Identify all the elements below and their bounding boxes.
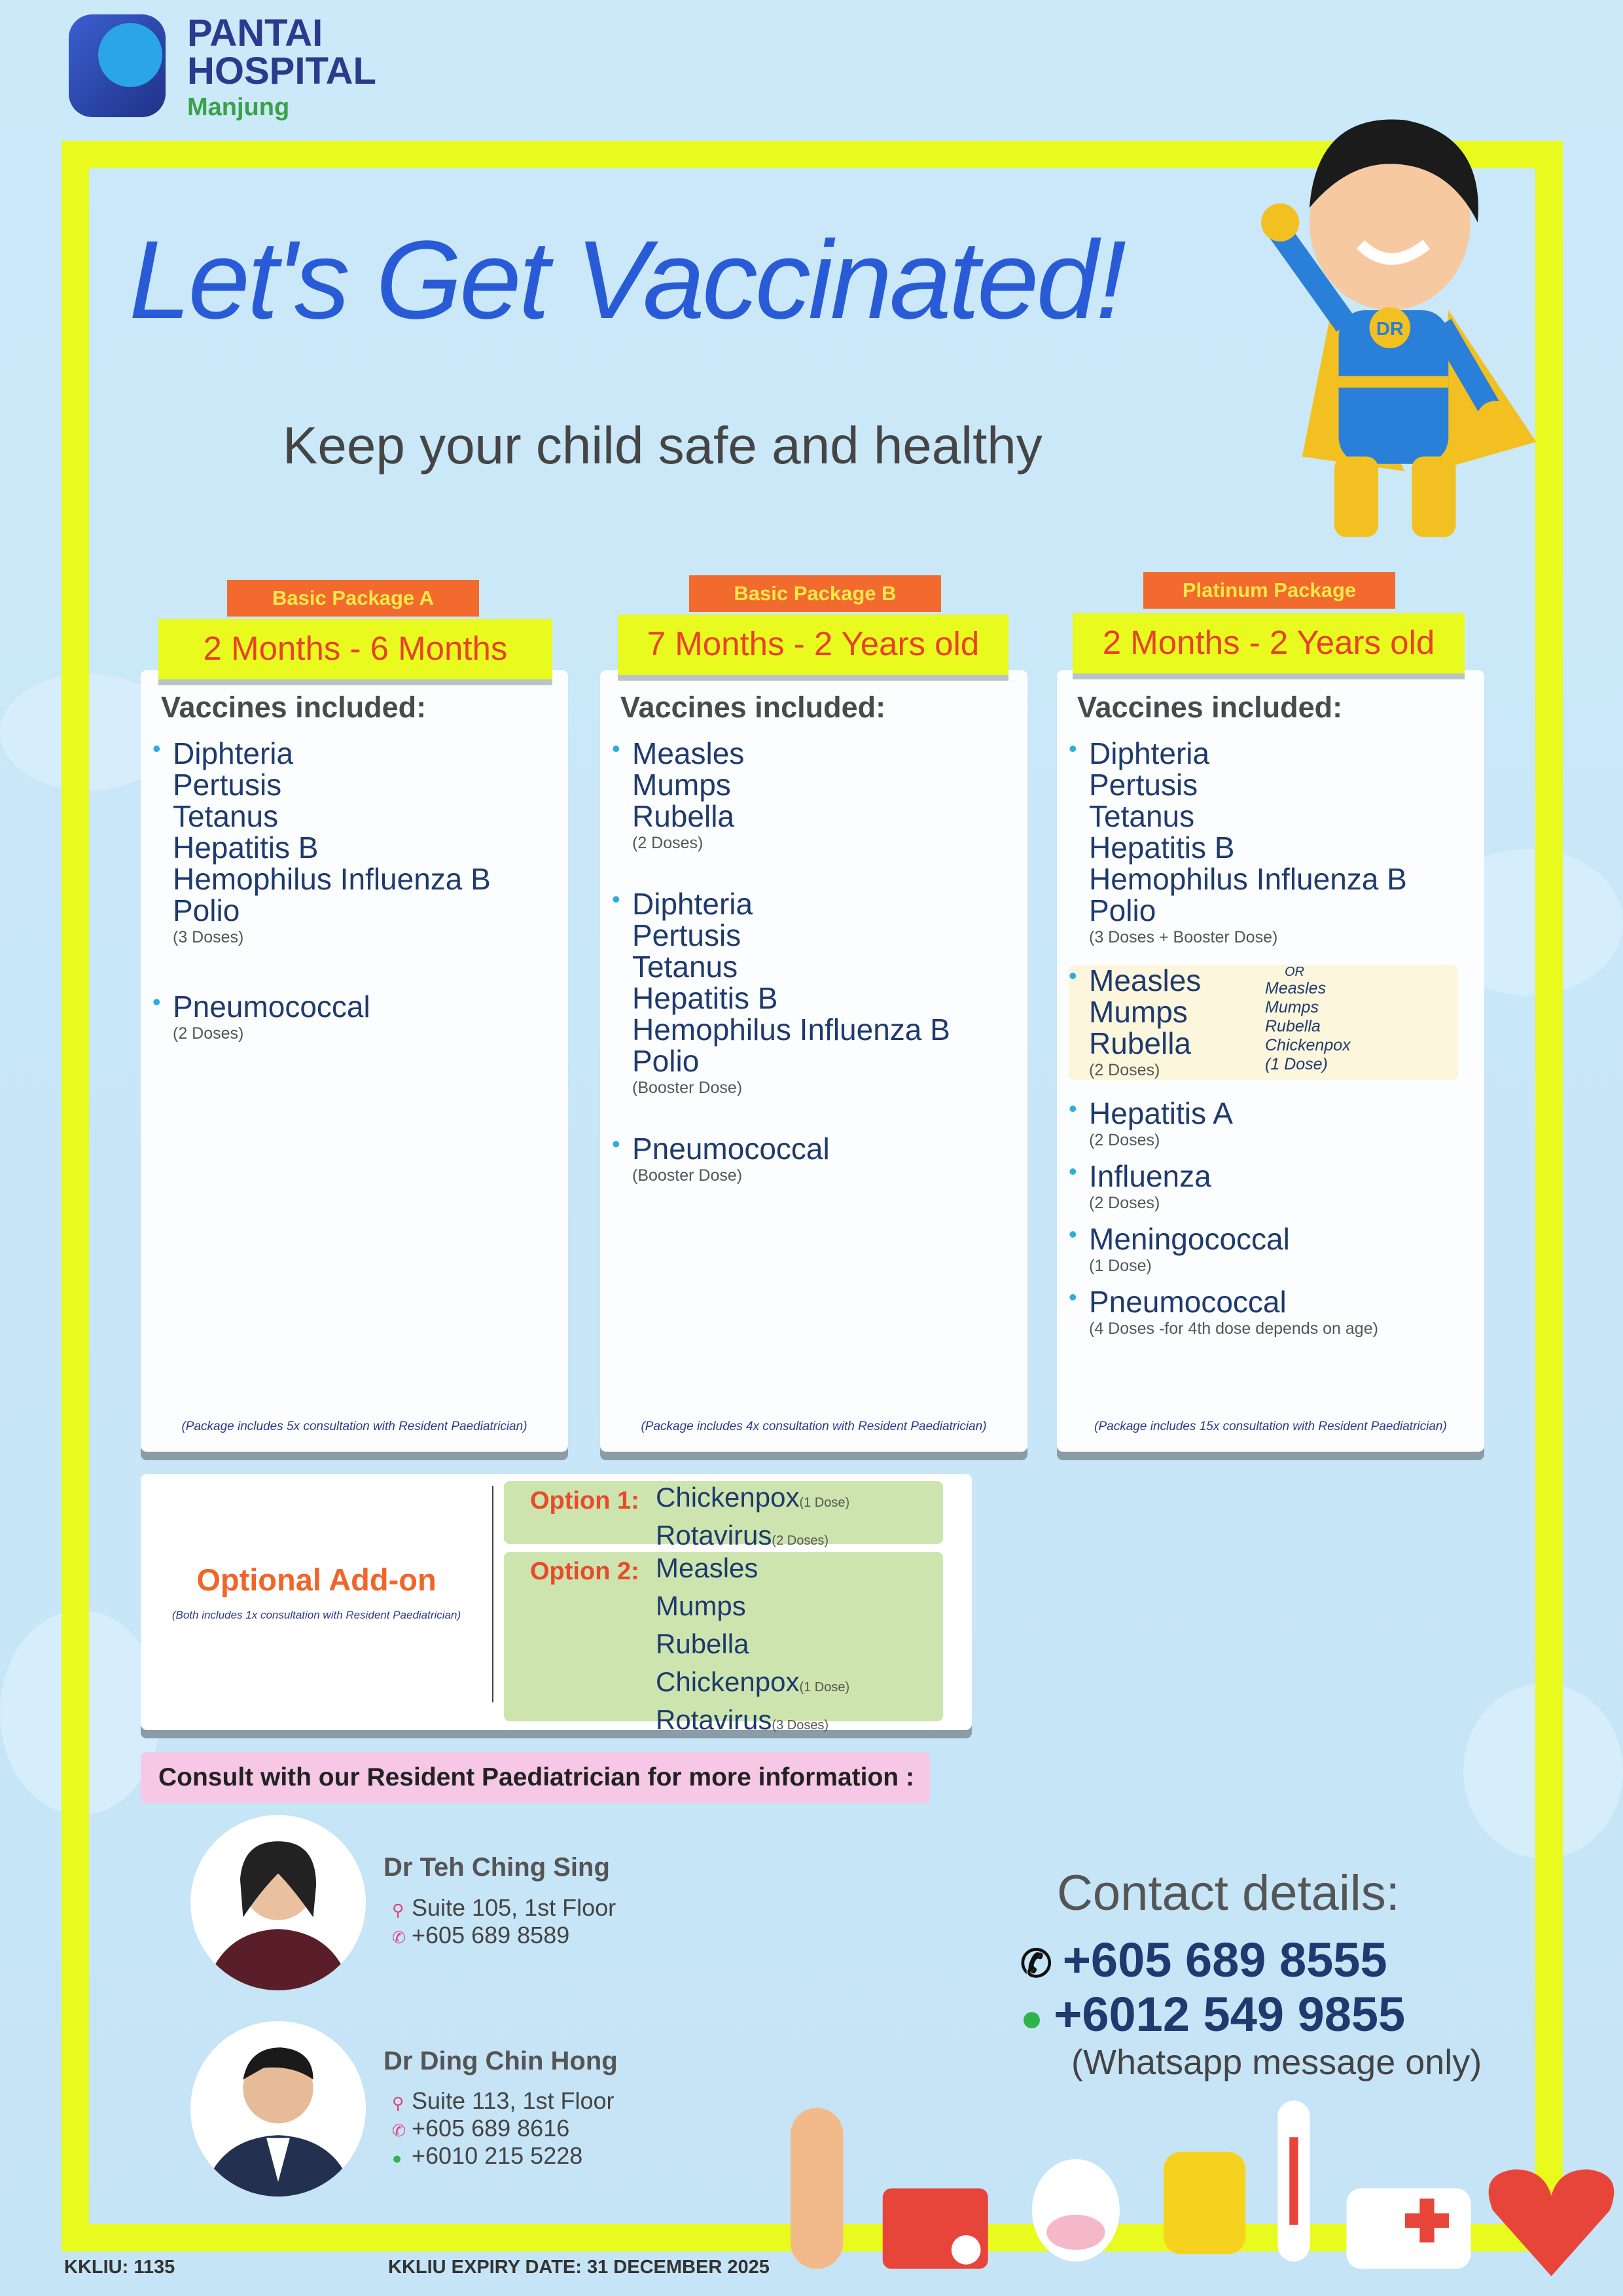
mascot-badge: DR	[1376, 318, 1404, 340]
vaccine-group	[1069, 738, 1478, 947]
hospital-name: PANTAI HOSPITAL	[187, 12, 376, 92]
vaccine-name: Tetanus	[173, 799, 279, 833]
whatsapp-note: (Whatsapp message only)	[1071, 2043, 1482, 2082]
addon-vaccine-name: Mumps	[656, 1590, 746, 1621]
dose-info: (3 Doses + Booster Dose)	[1089, 928, 1278, 946]
option-label: Option 2:	[530, 1558, 639, 1585]
vaccine-name: • Pneumococcal	[632, 1132, 830, 1166]
hospital-branch: Manjung	[187, 94, 290, 121]
doctor-whatsapp[interactable]	[392, 2142, 582, 2170]
alt-vaccine-name: Measles	[1265, 979, 1327, 997]
contact-phone-text: +605 689 8555	[1062, 1933, 1387, 1987]
package-note: (Package includes 4x consultation with Resident Paediatrician)	[641, 1420, 987, 1433]
suite-text: Suite 105, 1st Floor	[412, 1894, 616, 1921]
backpack-mascot-icon	[1164, 2152, 1245, 2254]
doctor-suite	[392, 1894, 616, 1922]
doctor-phone[interactable]	[392, 2115, 569, 2142]
addon-vaccine-dose: (2 Doses)	[772, 1534, 829, 1548]
phone-text: +605 689 8616	[412, 2115, 570, 2142]
vaccine-list	[152, 738, 562, 1064]
addon-vaccine-name: Chickenpox	[656, 1666, 800, 1697]
contact-whatsapp[interactable]	[1020, 1986, 1405, 2042]
contact-heading: Contact details:	[1057, 1865, 1400, 1921]
vaccine-group	[152, 738, 562, 947]
vaccine-name: • Measles	[1089, 963, 1202, 997]
package-card	[141, 670, 568, 1452]
contact-phone[interactable]	[1020, 1932, 1387, 1988]
addon-vaccine	[656, 1481, 849, 1519]
addon-vaccine-dose: (1 Dose)	[799, 1496, 850, 1510]
vaccine-group	[1069, 1160, 1478, 1213]
location-pin-icon: ⚲	[392, 1901, 404, 1920]
vaccine-group	[612, 888, 1022, 1098]
consult-banner: Consult with our Resident Paediatrician for more information :	[141, 1752, 930, 1803]
doctor-phone[interactable]	[392, 1922, 569, 1949]
alternative-vaccines	[1265, 965, 1351, 1074]
vaccines-heading: Vaccines included:	[1077, 691, 1343, 724]
addon-vaccine	[656, 1704, 849, 1742]
vaccine-name: Hemophilus Influenza B	[1089, 862, 1407, 896]
optional-addon-panel	[141, 1474, 972, 1735]
vaccine-name: Polio	[632, 1044, 700, 1078]
vaccine-group	[1069, 1286, 1478, 1338]
vaccine-group	[1069, 1223, 1478, 1276]
option-label: Option 1:	[530, 1487, 639, 1515]
package-age-range: 2 Months - 2 Years old	[1073, 613, 1465, 673]
alt-dose: (1 Dose)	[1265, 1055, 1328, 1073]
addon-vaccine-name: Rubella	[656, 1628, 749, 1659]
whatsapp-icon: ●	[1020, 1997, 1054, 2039]
phone-icon: ✆	[1020, 1943, 1063, 1985]
dose-info: (2 Doses)	[1089, 1194, 1160, 1212]
package-tag: Basic Package B	[689, 575, 941, 612]
addon-vaccine-name: Rotavirus	[656, 1520, 772, 1551]
vaccines-heading: Vaccines included:	[620, 691, 886, 724]
addon-title: Optional Add-on	[196, 1562, 437, 1597]
package-note: (Package includes 15x consultation with Resident Paediatrician)	[1094, 1420, 1447, 1433]
contact-whatsapp-text: +6012 549 9855	[1054, 1987, 1406, 2041]
vaccine-name: Rubella	[632, 799, 734, 833]
vaccine-name: Polio	[173, 893, 240, 927]
dose-info: (3 Doses)	[173, 928, 244, 946]
dose-info: (1 Dose)	[1089, 1257, 1152, 1275]
divider	[492, 1486, 493, 1702]
vaccine-name: Hepatitis B	[173, 831, 319, 865]
vaccine-group	[612, 738, 1022, 853]
dose-info: (2 Doses)	[632, 834, 704, 852]
alt-vaccine-name: Rubella	[1265, 1017, 1321, 1035]
vaccine-name: • Diphteria	[173, 736, 294, 770]
poster-title: Let's Get Vaccinated!	[129, 218, 1124, 342]
package-card	[1057, 670, 1484, 1452]
addon-vaccine	[656, 1552, 849, 1590]
vaccine-name: Hepatitis B	[1089, 831, 1235, 865]
vaccine-group	[152, 991, 562, 1043]
dose-info: (Booster Dose)	[632, 1166, 743, 1185]
poster-subtitle: Keep your child safe and healthy	[283, 416, 1043, 475]
whatsapp-text: +6010 215 5228	[412, 2142, 583, 2169]
vaccine-name: Hemophilus Influenza B	[173, 862, 491, 896]
vaccine-name: Pertusis	[632, 918, 741, 952]
addon-vaccine	[656, 1666, 849, 1704]
bandage-mascot-icon	[791, 2108, 843, 2269]
addon-note: (Both includes 1x consultation with Resident Paediatrician)	[171, 1609, 461, 1621]
addon-vaccine-dose: (3 Doses)	[772, 1718, 829, 1732]
addon-vaccine-dose: (1 Dose)	[799, 1680, 850, 1695]
option-1-items	[656, 1481, 849, 1557]
vaccine-name: • Meningococcal	[1089, 1222, 1290, 1256]
vaccine-name: Tetanus	[1089, 799, 1195, 833]
vaccine-name: Hemophilus Influenza B	[632, 1013, 950, 1047]
addon-vaccine-name: Rotavirus	[656, 1704, 772, 1735]
dose-info: (4 Doses -for 4th dose depends on age)	[1089, 1319, 1378, 1338]
addon-vaccine	[656, 1590, 849, 1628]
heart-mascot-icon	[1489, 2169, 1614, 2276]
medical-mascots-illustration	[754, 2093, 1623, 2295]
vaccine-name: • Pneumococcal	[1089, 1285, 1287, 1319]
hospital-logo-icon	[69, 14, 166, 117]
vaccine-name: • Diphteria	[1089, 736, 1210, 770]
kkliu-number: KKLIU: 1135	[64, 2257, 175, 2278]
doctor-name: Dr Ding Chin Hong	[383, 2047, 618, 2075]
dose-info: (2 Doses)	[173, 1024, 244, 1043]
doctor-photo-avatar	[190, 1815, 366, 1990]
vaccine-name: • Diphteria	[632, 887, 753, 921]
vaccine-name: Mumps	[632, 768, 731, 802]
vaccine-name: Pertusis	[173, 768, 282, 802]
phone-text: +605 689 8589	[412, 1922, 570, 1948]
alt-vaccine-name: Chickenpox	[1265, 1036, 1351, 1054]
doctor-superhero-mascot-icon	[1243, 105, 1551, 559]
dose-info: (2 Doses)	[1089, 1061, 1160, 1079]
doctor-photo-avatar	[190, 2021, 366, 2197]
phone-icon: ✆	[392, 2122, 406, 2140]
vaccine-name: Mumps	[1089, 995, 1188, 1029]
vaccine-list	[612, 738, 1022, 1221]
vaccine-name: • Hepatitis A	[1089, 1096, 1233, 1130]
package-age-range: 7 Months - 2 Years old	[618, 615, 1008, 675]
vaccine-name: • Measles	[632, 736, 745, 770]
suite-text: Suite 113, 1st Floor	[412, 2087, 615, 2114]
vaccine-name: • Pneumococcal	[173, 990, 370, 1024]
option-2-items	[656, 1552, 849, 1742]
vaccine-name: Hepatitis B	[632, 981, 778, 1015]
doctor-name: Dr Teh Ching Sing	[383, 1853, 610, 1882]
vaccine-group	[612, 1133, 1022, 1185]
addon-vaccine-name: Measles	[656, 1552, 758, 1583]
package-note: (Package includes 5x consultation with Resident Paediatrician)	[181, 1420, 527, 1433]
addon-vaccine	[656, 1628, 849, 1666]
phone-icon: ✆	[392, 1929, 406, 1947]
vaccine-name: Polio	[1089, 893, 1156, 927]
vaccine-name: Rubella	[1089, 1026, 1191, 1060]
dose-info: (2 Doses)	[1089, 1131, 1160, 1149]
whatsapp-icon: ●	[392, 2149, 402, 2168]
dose-info: (Booster Dose)	[632, 1079, 743, 1097]
addon-option-1	[504, 1481, 943, 1551]
addon-option-2	[504, 1552, 943, 1735]
package-card	[600, 670, 1027, 1452]
vaccine-list	[1069, 738, 1478, 1349]
vaccine-name: • Influenza	[1089, 1159, 1211, 1193]
vaccine-name: Tetanus	[632, 950, 738, 984]
vaccines-heading: Vaccines included:	[161, 691, 427, 724]
addon-vaccine-name: Chickenpox	[656, 1482, 800, 1513]
vaccine-group	[1069, 965, 1458, 1080]
or-label: OR	[1285, 965, 1304, 979]
vaccine-group	[1069, 1098, 1478, 1150]
doctor-suite	[392, 2087, 615, 2115]
vaccine-name: Pertusis	[1089, 768, 1198, 802]
kkliu-expiry: KKLIU EXPIRY DATE: 31 DECEMBER 2025	[388, 2257, 770, 2278]
location-pin-icon: ⚲	[392, 2094, 404, 2113]
package-age-range: 2 Months - 6 Months	[158, 619, 552, 679]
package-tag: Platinum Package	[1143, 572, 1395, 609]
package-tag: Basic Package A	[227, 580, 479, 617]
alt-vaccine-name: Mumps	[1265, 998, 1319, 1016]
ambulance-mascot-icon	[1346, 2189, 1471, 2269]
